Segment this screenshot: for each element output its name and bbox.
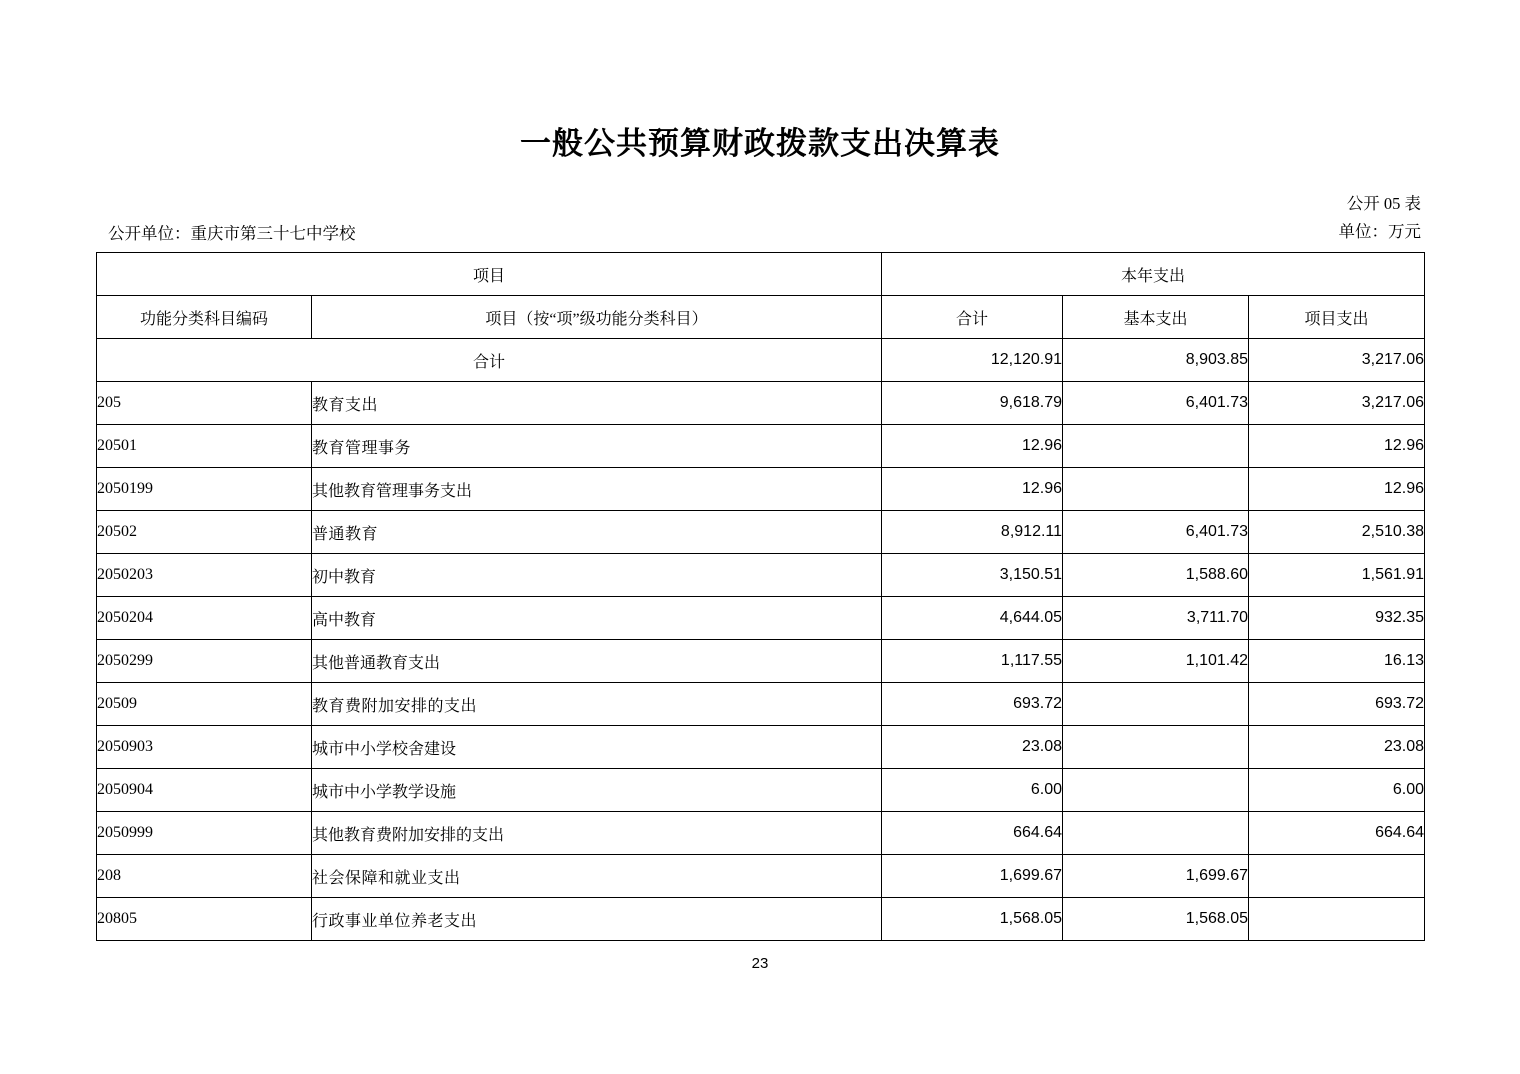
row-name: 其他教育管理事务支出 bbox=[312, 468, 882, 511]
row-code: 2050204 bbox=[97, 597, 312, 640]
row-total: 9,618.79 bbox=[882, 382, 1063, 425]
row-name: 其他教育费附加安排的支出 bbox=[312, 812, 882, 855]
row-basic bbox=[1063, 683, 1249, 726]
page-number: 23 bbox=[751, 955, 769, 972]
row-name: 城市中小学教学设施 bbox=[312, 769, 882, 812]
row-project: 16.13 bbox=[1249, 640, 1425, 683]
row-name: 教育支出 bbox=[312, 382, 882, 425]
row-project: 6.00 bbox=[1249, 769, 1425, 812]
table-row bbox=[97, 640, 1425, 683]
row-basic: 3,711.70 bbox=[1063, 597, 1249, 640]
row-name: 高中教育 bbox=[312, 597, 882, 640]
table-row bbox=[97, 726, 1425, 769]
row-total: 1,699.67 bbox=[882, 855, 1063, 898]
table-row bbox=[97, 554, 1425, 597]
row-name: 初中教育 bbox=[312, 554, 882, 597]
publisher-label: 公开单位：重庆市第三十七中学校 bbox=[108, 224, 356, 243]
row-code: 2050903 bbox=[97, 726, 312, 769]
row-name: 行政事业单位养老支出 bbox=[312, 898, 882, 941]
row-total: 8,912.11 bbox=[882, 511, 1063, 554]
row-basic bbox=[1063, 425, 1249, 468]
table-row bbox=[97, 597, 1425, 640]
form-label: 公开 05 表 bbox=[1346, 194, 1421, 213]
table-row bbox=[97, 898, 1425, 941]
row-project: 2,510.38 bbox=[1249, 511, 1425, 554]
row-project: 693.72 bbox=[1249, 683, 1425, 726]
row-total: 4,644.05 bbox=[882, 597, 1063, 640]
group-header-item: 项目 bbox=[97, 253, 882, 296]
row-basic: 1,699.67 bbox=[1063, 855, 1249, 898]
row-name: 城市中小学校舍建设 bbox=[312, 726, 882, 769]
document-meta-right bbox=[1339, 190, 1422, 246]
row-project: 664.64 bbox=[1249, 812, 1425, 855]
table-row bbox=[97, 382, 1425, 425]
row-code: 205 bbox=[97, 382, 312, 425]
row-code: 20509 bbox=[97, 683, 312, 726]
row-basic: 6,401.73 bbox=[1063, 511, 1249, 554]
row-name: 普通教育 bbox=[312, 511, 882, 554]
row-basic bbox=[1063, 468, 1249, 511]
row-basic bbox=[1063, 726, 1249, 769]
column-header-name: 项目（按“项”级功能分类科目） bbox=[312, 296, 882, 339]
row-code: 2050199 bbox=[97, 468, 312, 511]
column-header-basic: 基本支出 bbox=[1063, 296, 1249, 339]
table-row bbox=[97, 769, 1425, 812]
row-basic bbox=[1063, 769, 1249, 812]
unit-label: 单位：万元 bbox=[1338, 222, 1421, 241]
column-header-total: 合计 bbox=[882, 296, 1063, 339]
row-total: 12.96 bbox=[882, 425, 1063, 468]
table-row bbox=[97, 468, 1425, 511]
table-column-header-row bbox=[97, 296, 1425, 339]
row-project: 932.35 bbox=[1249, 597, 1425, 640]
row-name: 教育管理事务 bbox=[312, 425, 882, 468]
row-project: 1,561.91 bbox=[1249, 554, 1425, 597]
row-total: 6.00 bbox=[882, 769, 1063, 812]
row-project: 3,217.06 bbox=[1249, 382, 1425, 425]
row-code: 2050999 bbox=[97, 812, 312, 855]
row-code: 2050203 bbox=[97, 554, 312, 597]
row-name: 教育费附加安排的支出 bbox=[312, 683, 882, 726]
row-total: 12.96 bbox=[882, 468, 1063, 511]
column-header-project: 项目支出 bbox=[1249, 296, 1425, 339]
row-project: 12.96 bbox=[1249, 468, 1425, 511]
row-basic bbox=[1063, 812, 1249, 855]
row-total: 664.64 bbox=[882, 812, 1063, 855]
page-title: 一般公共预算财政拨款支出决算表 bbox=[520, 126, 1000, 162]
budget-table bbox=[96, 252, 1425, 941]
row-code: 208 bbox=[97, 855, 312, 898]
row-total: 1,568.05 bbox=[882, 898, 1063, 941]
total-row-total: 12,120.91 bbox=[882, 339, 1063, 382]
table-row bbox=[97, 812, 1425, 855]
row-name: 社会保障和就业支出 bbox=[312, 855, 882, 898]
total-row-label: 合计 bbox=[97, 339, 882, 382]
row-basic: 6,401.73 bbox=[1063, 382, 1249, 425]
table-row bbox=[97, 511, 1425, 554]
table-group-header-row bbox=[97, 253, 1425, 296]
row-project bbox=[1249, 855, 1425, 898]
row-code: 2050904 bbox=[97, 769, 312, 812]
row-project: 23.08 bbox=[1249, 726, 1425, 769]
group-header-current-year: 本年支出 bbox=[882, 253, 1425, 296]
row-code: 20502 bbox=[97, 511, 312, 554]
table-row bbox=[97, 425, 1425, 468]
row-project: 12.96 bbox=[1249, 425, 1425, 468]
row-total: 3,150.51 bbox=[882, 554, 1063, 597]
table-row bbox=[97, 855, 1425, 898]
total-row-basic: 8,903.85 bbox=[1063, 339, 1249, 382]
total-row-project: 3,217.06 bbox=[1249, 339, 1425, 382]
table-row bbox=[97, 683, 1425, 726]
row-code: 20501 bbox=[97, 425, 312, 468]
row-basic: 1,101.42 bbox=[1063, 640, 1249, 683]
row-code: 2050299 bbox=[97, 640, 312, 683]
column-header-code: 功能分类科目编码 bbox=[97, 296, 312, 339]
table-row-total bbox=[97, 339, 1425, 382]
table-body bbox=[97, 339, 1425, 941]
row-code: 20805 bbox=[97, 898, 312, 941]
row-total: 23.08 bbox=[882, 726, 1063, 769]
row-project bbox=[1249, 898, 1425, 941]
row-total: 693.72 bbox=[882, 683, 1063, 726]
row-basic: 1,588.60 bbox=[1063, 554, 1249, 597]
row-name: 其他普通教育支出 bbox=[312, 640, 882, 683]
row-total: 1,117.55 bbox=[882, 640, 1063, 683]
row-basic: 1,568.05 bbox=[1063, 898, 1249, 941]
